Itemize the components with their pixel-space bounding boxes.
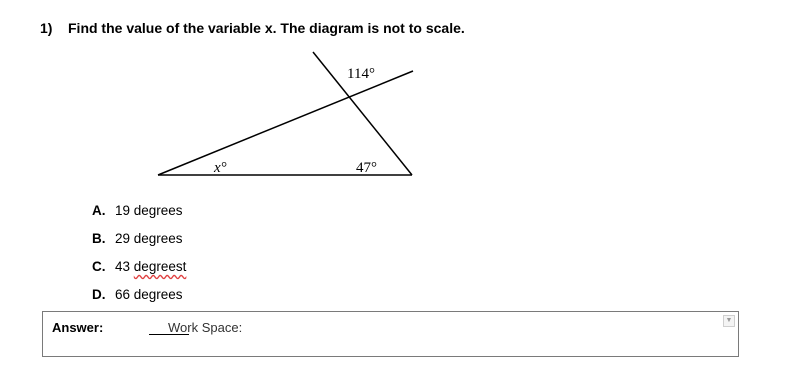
choice-b[interactable] bbox=[92, 231, 183, 246]
choice-text: 29 degrees bbox=[115, 231, 183, 246]
workspace-label: Work Space: bbox=[168, 320, 243, 335]
answer-box[interactable] bbox=[42, 311, 739, 357]
choice-letter: B. bbox=[92, 231, 106, 246]
choice-number: 43 bbox=[115, 259, 131, 274]
choice-text: 19 degrees bbox=[115, 203, 183, 218]
misspelled-word: degreest bbox=[133, 259, 187, 274]
choice-d[interactable] bbox=[92, 287, 183, 302]
choice-c[interactable] bbox=[92, 259, 186, 274]
choice-letter: D. bbox=[92, 287, 106, 302]
angle-label-top: 114° bbox=[347, 66, 375, 82]
choice-text: 66 degrees bbox=[115, 287, 183, 302]
question-number: 1) bbox=[40, 20, 53, 36]
choice-letter: A. bbox=[92, 203, 106, 218]
question-prompt: Find the value of the variable x. The diagram is not to scale. bbox=[68, 20, 465, 36]
angle-label-right: 47° bbox=[356, 160, 377, 176]
choice-a[interactable] bbox=[92, 203, 183, 218]
answer-label: Answer: bbox=[52, 320, 104, 335]
angle-label-x: x° bbox=[214, 160, 227, 176]
choice-letter: C. bbox=[92, 259, 106, 274]
scroll-down-icon[interactable]: ▼ bbox=[723, 315, 735, 327]
